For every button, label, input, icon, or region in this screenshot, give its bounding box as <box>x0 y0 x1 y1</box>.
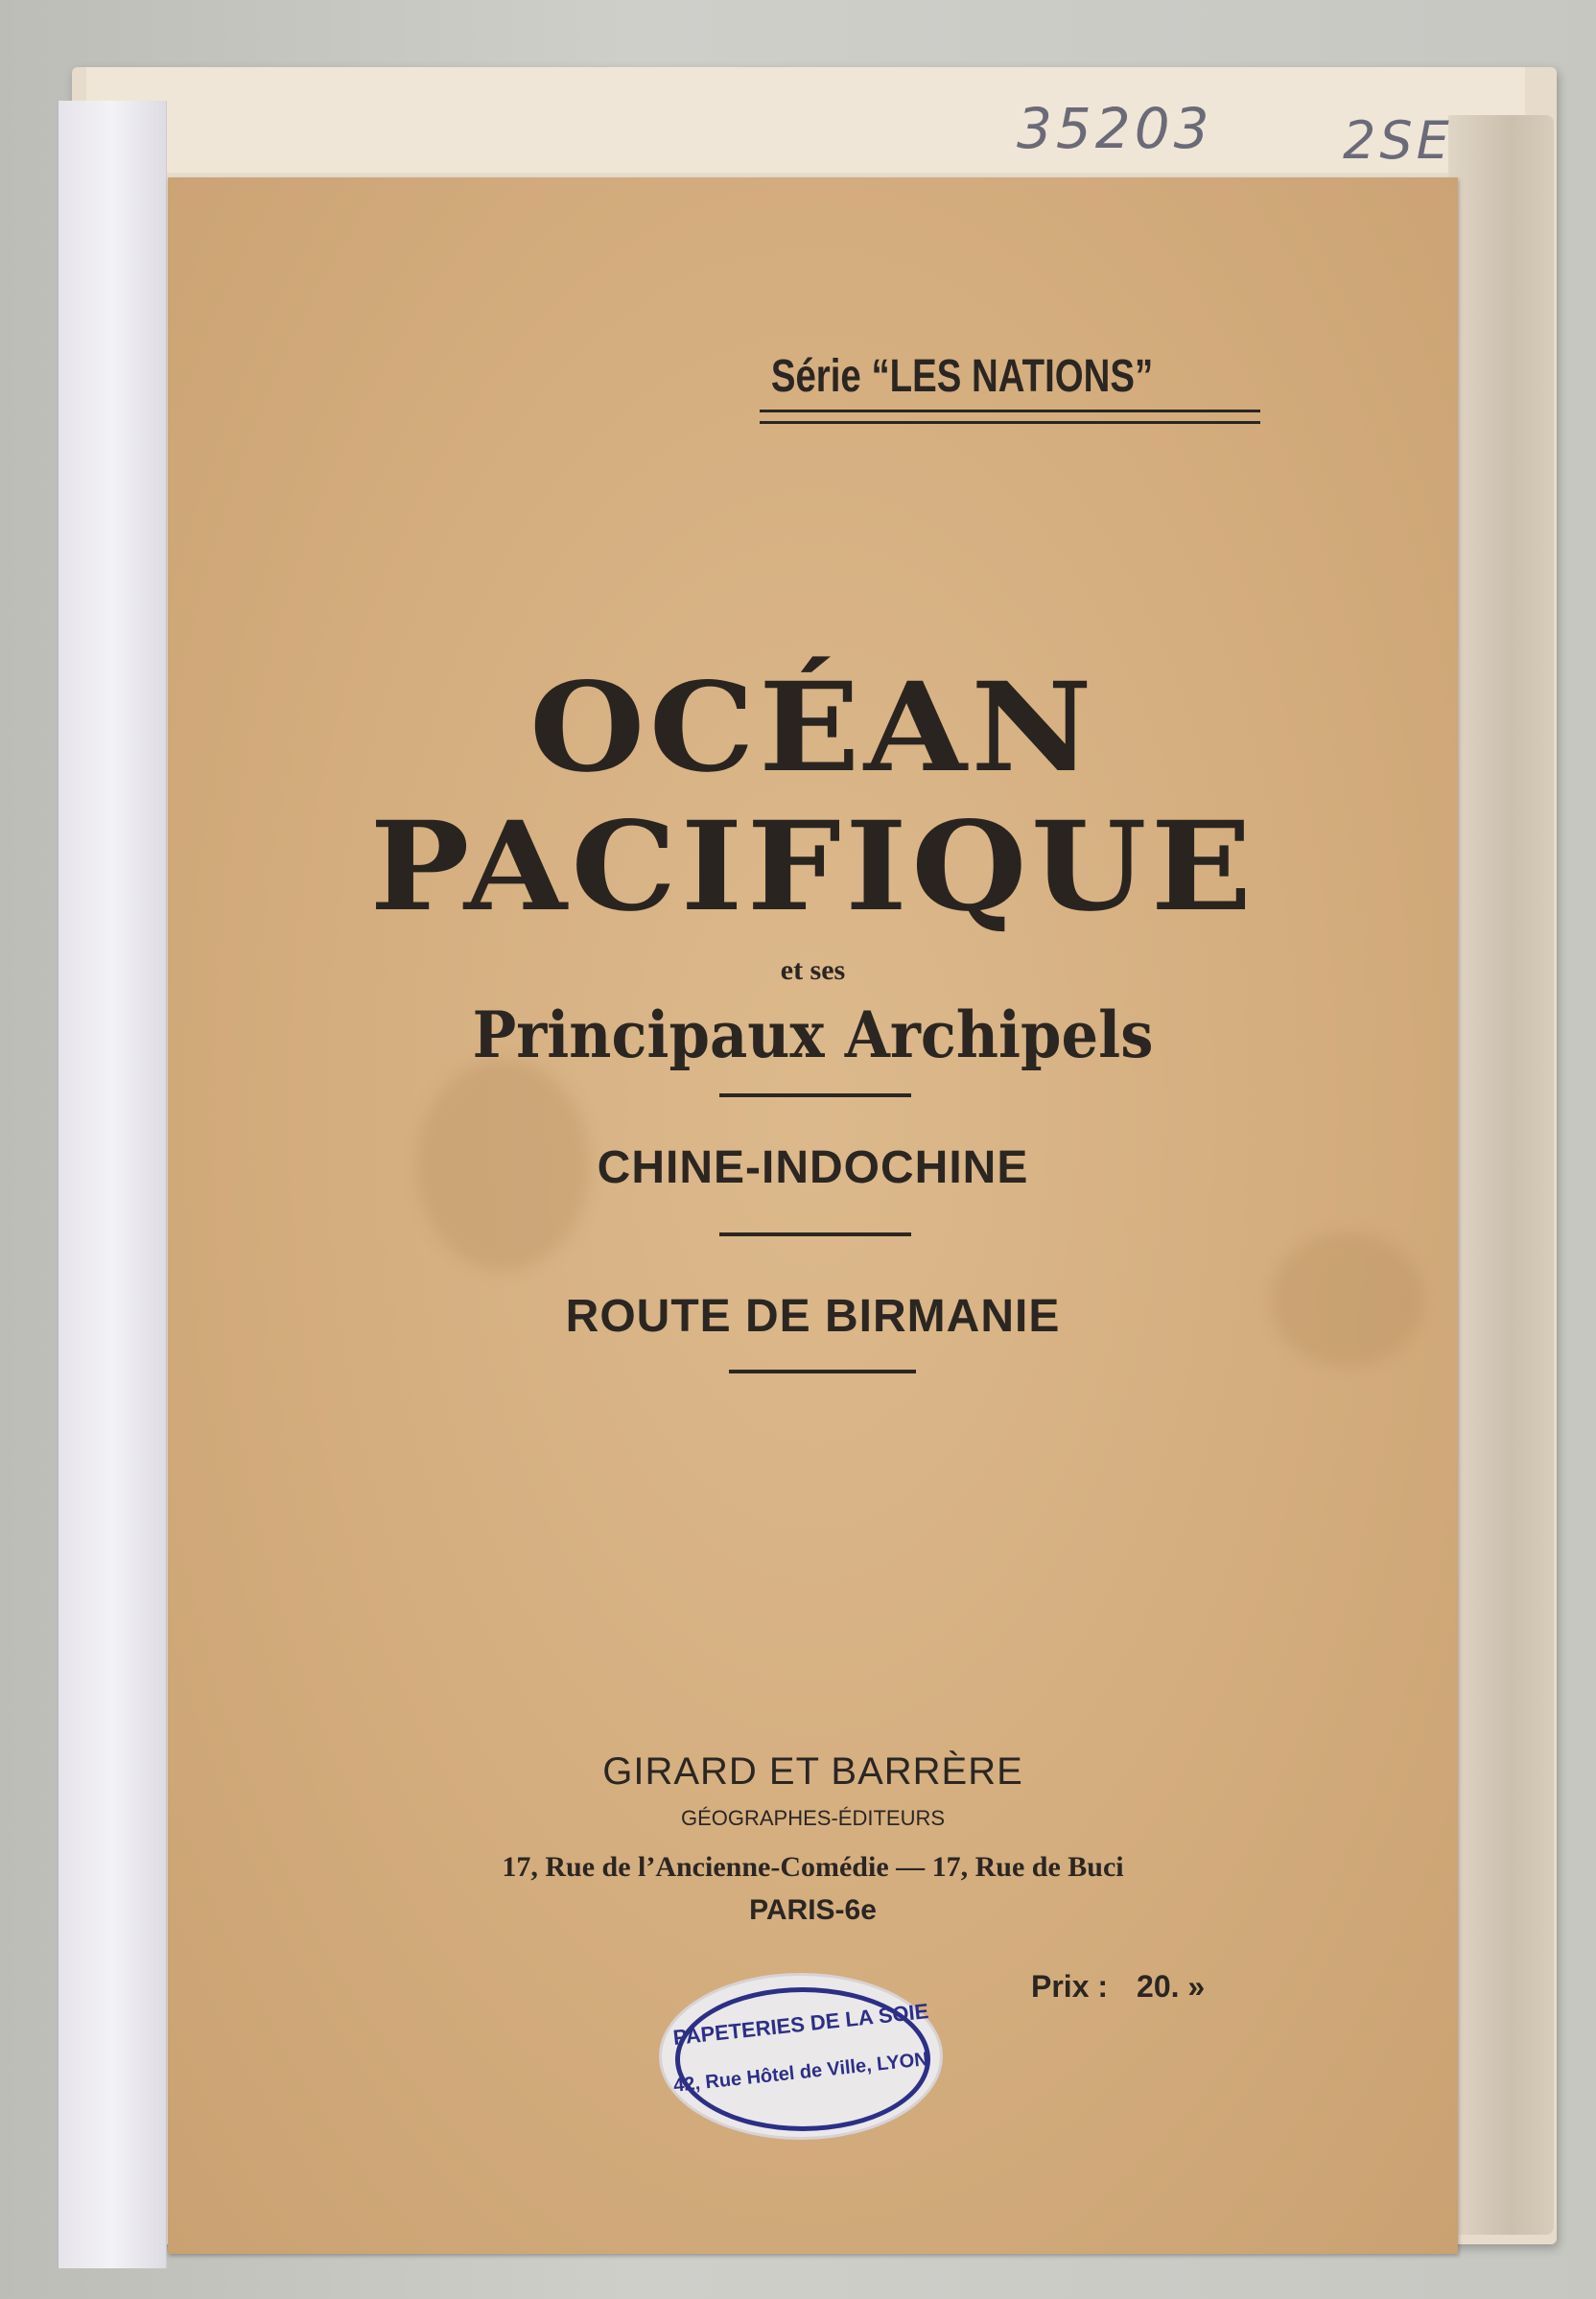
stamp-text-top: PAPETERIES DE LA SOIE <box>671 1999 930 2050</box>
catalog-number: 35203 <box>1017 96 1213 161</box>
title-line-1: OCÉAN <box>528 656 1097 800</box>
title-connector: et ses <box>780 954 846 986</box>
series-double-rule <box>760 410 1260 424</box>
stamp-text-bottom: 42, Rue Hôtel de Ville, LYON <box>672 2049 929 2097</box>
divider-rule <box>719 1232 911 1236</box>
spine-tape <box>58 101 167 2268</box>
divider-rule <box>719 1093 911 1097</box>
publisher-role: GÉOGRAPHES-ÉDITEURS <box>680 1806 946 1830</box>
title-line-2: PACIFIQUE <box>369 795 1256 939</box>
subtitle: Principaux Archipels <box>472 997 1154 1072</box>
folder-top-edge <box>86 67 1525 173</box>
stationer-stamp <box>662 1976 940 2137</box>
section-heading-route-de-birmanie: ROUTE DE BIRMANIE <box>565 1291 1061 1342</box>
book-cover <box>168 177 1458 2254</box>
section-heading-chine-indochine: CHINE-INDOCHINE <box>597 1142 1029 1193</box>
publisher-city: PARIS-6e <box>749 1894 877 1926</box>
publisher-address: 17, Rue de l’Ancienne-Comédie — 17, Rue de Buci <box>502 1851 1124 1883</box>
publisher-name: GIRARD ET BARRÈRE <box>602 1750 1023 1793</box>
series-title: Série “LES NATIONS” <box>770 351 1154 402</box>
catalog-code: 2SE <box>1343 110 1453 171</box>
folder-right-edge <box>1448 115 1554 2235</box>
divider-rule <box>729 1370 916 1373</box>
price-label: Prix : <box>1031 1969 1109 2004</box>
price-value: 20. » <box>1137 1969 1206 2004</box>
price <box>1031 1969 1205 2005</box>
